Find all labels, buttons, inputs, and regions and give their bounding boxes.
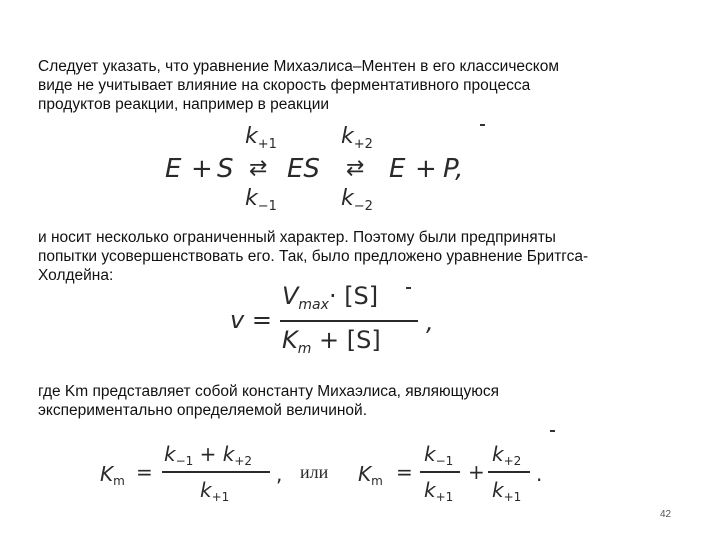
- page-number: 42: [660, 509, 672, 520]
- paragraph-2: [38, 228, 688, 285]
- equals-sign: =: [396, 460, 413, 484]
- paragraph-3: [38, 382, 688, 420]
- text-line: экспериментально определяемой величиной.: [38, 402, 368, 419]
- denominator: $k_{+1}$: [492, 478, 522, 504]
- rate-constant-k2: $k_{+2}$: [341, 124, 373, 152]
- equilibrium-arrows-icon: ⇄: [346, 156, 365, 181]
- denominator: $k_{+1}$: [424, 478, 454, 504]
- plus-sign: +: [468, 460, 485, 484]
- text-line: виде не учитывает влияние на скорость ферментативного процесса: [38, 77, 531, 94]
- text-line: где Km представляет собой константу Михаэлиса, являющуюся: [38, 383, 500, 400]
- fraction-bar: [420, 471, 460, 473]
- text-line: Следует указать, что уравнение Михаэлиса–Ментен в его классическом: [38, 58, 560, 75]
- text-line: и носит несколько ограниченный характер. Поэтому были предприняты: [38, 229, 556, 246]
- michaelis-constant-equation: [100, 440, 560, 510]
- numerator: $k_{+2}$: [492, 442, 522, 468]
- comma: ,: [276, 462, 283, 486]
- scan-artifact: [406, 287, 411, 289]
- rate-constant-k-2: $k_{-2}$: [341, 186, 373, 214]
- text-line: попытки усовершенствовать его. Так, было предложено уравнение Бритгса-: [38, 248, 589, 265]
- paragraph-1: [38, 57, 688, 114]
- fraction-bar: [280, 320, 418, 322]
- briggs-haldane-equation: [230, 282, 434, 362]
- rate-constant-k-1: $k_{-1}$: [245, 186, 277, 214]
- equals-sign: =: [136, 460, 153, 484]
- text-line: Холдейна:: [38, 267, 114, 284]
- period: .: [536, 462, 543, 486]
- substrate-symbol: S: [217, 154, 234, 184]
- denominator: $k_{+1}$: [200, 478, 230, 504]
- denominator: $K_m + [S]$: [282, 326, 381, 357]
- km-symbol: $K_m$: [358, 462, 383, 488]
- or-word: или: [300, 462, 329, 482]
- fraction-bar: [162, 471, 270, 473]
- scan-artifact: [480, 124, 485, 126]
- numerator: $V_{max}\cdot [S]$: [282, 282, 379, 313]
- product-symbol: P,: [443, 154, 464, 184]
- equilibrium-arrows-icon: ⇄: [249, 156, 268, 181]
- complex-symbol: ES: [287, 154, 320, 184]
- rate-lhs: v =: [230, 306, 272, 334]
- numerator: $k_{-1} + k_{+2}$: [164, 442, 253, 468]
- fraction-bar: [488, 471, 530, 473]
- km-symbol: $K_m$: [100, 462, 125, 488]
- plus-sign: +: [191, 154, 213, 184]
- reaction-scheme-equation: [165, 118, 485, 218]
- rate-constant-k1: $k_{+1}$: [245, 124, 277, 152]
- comma: ,: [426, 308, 434, 336]
- numerator: $k_{-1}$: [424, 442, 454, 468]
- text-line: продуктов реакции, например в реакции: [38, 96, 330, 113]
- enzyme-symbol: E: [165, 154, 182, 184]
- scan-artifact: [550, 430, 555, 432]
- enzyme-symbol: E: [389, 154, 406, 184]
- plus-sign: +: [415, 154, 437, 184]
